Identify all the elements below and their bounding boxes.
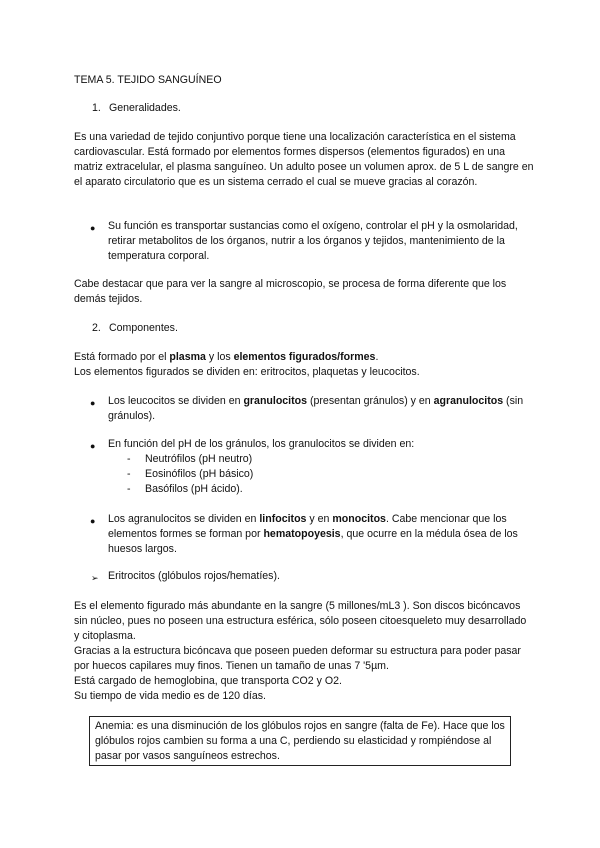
section-2-heading: Componentes. bbox=[109, 322, 178, 334]
eritrocitos-line: Está cargado de hemoglobina, que transporta CO2 y O2. bbox=[74, 675, 342, 687]
anemia-note-text: Anemia: es una disminución de los glóbulos rojos en sangre (falta de Fe). Hace que los glóbulos rojos cambien su forma a una C, perdiendo su elasticidad y rompiéndose al pasar por vasos sanguíneos estrechos. bbox=[95, 720, 505, 762]
granulocitos-term: granulocitos bbox=[243, 395, 308, 407]
linfocitos-term: linfocitos bbox=[259, 513, 307, 525]
eritrocitos-item: Eritrocitos (glóbulos rojos/hematíes). bbox=[108, 570, 280, 582]
eritrocitos-line: Su tiempo de vida medio es de 120 días. bbox=[74, 690, 266, 702]
leucocitos-bullet-text: Los leucocitos se dividen en granulocitos (presentan gránulos) y en agranulocitos (sin gránulos). bbox=[108, 395, 524, 422]
function-bullet-text: Su función es transportar sustancias como el oxígeno, controlar el pH y la osmolaridad, retirar metabolitos de los órganos, nutrir a los órganos y tejidos, mantenimiento de la temperatura corporal. bbox=[108, 220, 518, 262]
bullet-dot-icon: ● bbox=[90, 441, 96, 451]
dash-icon: - bbox=[127, 468, 131, 480]
plasma-term: plasma bbox=[169, 351, 206, 363]
document-title: TEMA 5. TEJIDO SANGUÍNEO bbox=[74, 74, 222, 86]
bullet-dot-icon: ● bbox=[90, 516, 96, 526]
ph-list-item: Neutrófilos (pH neutro) bbox=[145, 453, 253, 465]
intro-paragraph: Es una variedad de tejido conjuntivo porque tiene una localización característica en el sistema cardiovascular. Está formado por elementos formes dispersos (elementos figurados) en una matriz extracelular, el plasma sanguíneo. Un adulto posee un volumen aprox. de 5 L de sangre en el aparato circulatorio que es un sistema cerrado el cual se mueve gracias al corazón. bbox=[74, 131, 534, 188]
ph-list-item: Eosinófilos (pH básico) bbox=[145, 468, 254, 480]
section-2-number: 2. bbox=[92, 322, 101, 334]
figurados-term: elementos figurados/formes bbox=[233, 351, 376, 363]
section-1-number: 1. bbox=[92, 102, 101, 114]
microscope-paragraph: Cabe destacar que para ver la sangre al microscopio, se procesa de forma diferente que los demás tejidos. bbox=[74, 278, 507, 305]
arrow-bullet-icon: ➢ bbox=[91, 573, 99, 583]
hematopoyesis-term: hematopoyesis bbox=[263, 528, 341, 540]
monocitos-term: monocitos bbox=[332, 513, 386, 525]
section-1-heading: Generalidades. bbox=[109, 102, 181, 114]
ph-list-item: Basófilos (pH ácido). bbox=[145, 483, 243, 495]
dash-icon: - bbox=[127, 483, 131, 495]
eritrocitos-line: Es el elemento figurado más abundante en la sangre (5 millones/mL3 ). Son discos bicóncavos sin núcleo, pues no poseen una estructura esférica, sólo poseen citoesqueleto muy desarrollado y citoplasma. bbox=[74, 600, 527, 642]
bullet-dot-icon: ● bbox=[90, 398, 96, 408]
dash-icon: - bbox=[127, 453, 131, 465]
eritrocitos-line: Gracias a la estructura bicóncava que poseen pueden deformar su estructura para poder pasar por huecos capilares muy finos. Tienen un tamaño de unas 7 '5µm. bbox=[74, 645, 521, 672]
bullet-dot-icon: ● bbox=[90, 223, 96, 233]
ph-bullet-text: En función del pH de los gránulos, los granulocitos se dividen en: bbox=[108, 438, 415, 450]
anemia-note-box bbox=[89, 716, 511, 766]
agranulocitos-bullet-text: Los agranulocitos se dividen en linfocitos y en monocitos. Cabe mencionar que los elementos formes se forman por hematopoyesis, que ocurre en la médula ósea de los huesos largos. bbox=[108, 513, 518, 555]
composition-line-2: Los elementos figurados se dividen en: eritrocitos, plaquetas y leucocitos. bbox=[74, 366, 420, 378]
agranulocitos-term: agranulocitos bbox=[433, 395, 504, 407]
composition-paragraph: Está formado por el plasma y los elementos figurados/formes. Los elementos figurados se dividen en: eritrocitos, plaquetas y leucocitos. bbox=[74, 350, 534, 380]
eritrocitos-paragraph bbox=[74, 599, 534, 704]
